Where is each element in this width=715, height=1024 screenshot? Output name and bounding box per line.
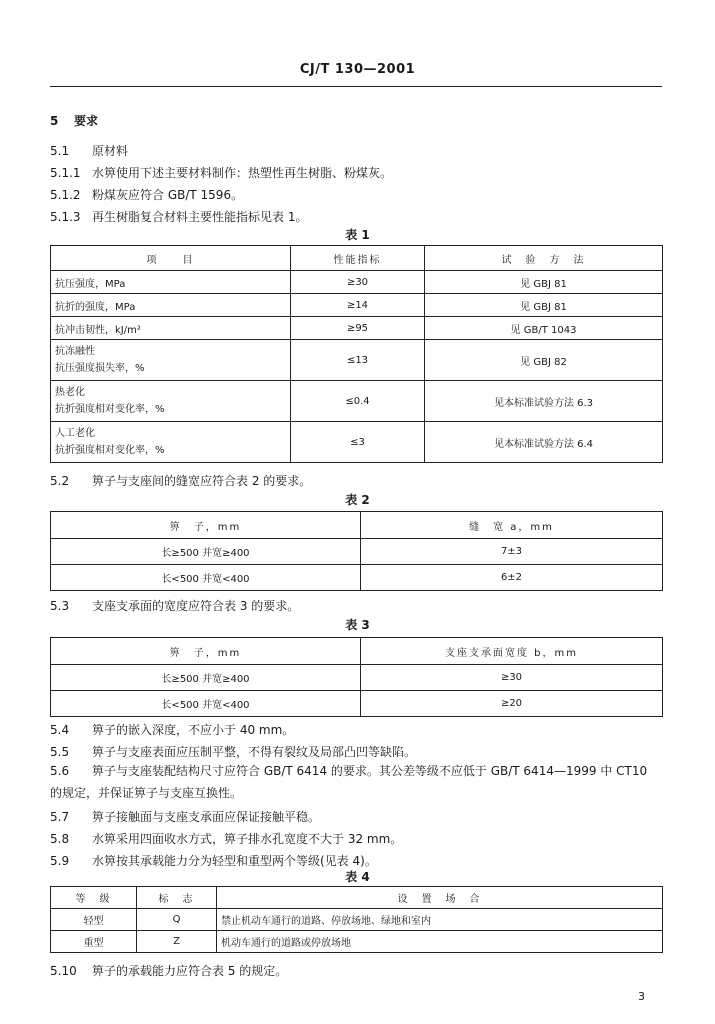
table-cell-size: 长<500 并宽<400: [51, 565, 361, 591]
para-number: 5.6: [50, 764, 70, 778]
table-cell-value: ≥30: [361, 665, 663, 691]
para-text: 再生树脂复合材料主要性能指标见表 1。: [92, 210, 308, 224]
table-cell-grade: 重型: [51, 931, 137, 953]
table-1-header-item: 项 目: [51, 246, 291, 271]
para-number: 5.7: [50, 810, 70, 824]
table-cell-mark: Z: [137, 931, 217, 953]
table-1-header-method: 试 验 方 法: [425, 246, 663, 271]
para-5-1-2: [50, 186, 243, 203]
item-line-1: 抗冻融性: [55, 346, 95, 357]
table-row: [51, 691, 663, 717]
table-1-header-value: 性能指标: [291, 246, 425, 271]
para-5-7: [50, 808, 320, 825]
para-number: 5.5: [50, 745, 70, 759]
table-3: [50, 637, 663, 717]
table-row: [51, 565, 663, 591]
table-cell-value: ≥30: [291, 271, 425, 294]
table-cell-value: ≥14: [291, 294, 425, 317]
table-cell-value: ≤0.4: [291, 381, 425, 422]
para-text: 水箅采用四面收水方式，箅子排水孔宽度不大于 32 mm。: [92, 832, 403, 846]
table-cell-method: 见本标准试验方法 6.3: [425, 381, 663, 422]
table-cell-value: ≥95: [291, 317, 425, 340]
item-line-1: 热老化: [55, 387, 85, 398]
table-cell-value: ≤13: [291, 340, 425, 381]
para-5-1: [50, 142, 128, 159]
table-cell-size: 长≥500 并宽≥400: [51, 539, 361, 565]
table-cell-method: 见 GBJ 82: [425, 340, 663, 381]
para-number: 5.10: [50, 964, 77, 978]
item-line-2: 抗压强度损失率，%: [55, 363, 145, 374]
para-number: 5.4: [50, 723, 70, 737]
table-cell-method: 见 GB/T 1043: [425, 317, 663, 340]
table-cell-value: 7±3: [361, 539, 663, 565]
para-number: 5.3: [50, 599, 70, 613]
table-row: [51, 294, 663, 317]
table-cell-value: ≥20: [361, 691, 663, 717]
item-line-1: 人工老化: [55, 428, 95, 439]
table-4-header-place: 设 置 场 合: [217, 887, 663, 909]
para-text: 水箅使用下述主要材料制作：热塑性再生树脂、粉煤灰。: [92, 166, 393, 180]
table-2: [50, 511, 663, 591]
table-cell-value: 6±2: [361, 565, 663, 591]
section-title: 要求: [74, 114, 99, 128]
table-4: [50, 886, 663, 953]
table-cell-item: [51, 381, 291, 422]
table-cell-item: 抗压强度，MPa: [51, 271, 291, 294]
table-1: [50, 245, 663, 463]
table-cell-item: 抗冲击韧性，kJ/m²: [51, 317, 291, 340]
para-text: 箅子的承载能力应符合表 5 的规定。: [92, 964, 288, 978]
para-text: 箅子的嵌入深度，不应小于 40 mm。: [92, 723, 295, 737]
table-1-caption: 表 1: [345, 228, 370, 242]
table-cell-place: 机动车通行的道路或停放场地: [217, 931, 663, 953]
table-row: [51, 931, 663, 953]
table-3-header-size: 箅 子，mm: [51, 638, 361, 665]
para-5-5: [50, 743, 416, 760]
table-cell-mark: Q: [137, 909, 217, 931]
para-number: 5.1.2: [50, 188, 81, 202]
page-number: 3: [638, 990, 645, 1003]
para-text: 水箅按其承载能力分为轻型和重型两个等级(见表 4)。: [92, 854, 377, 868]
table-row: [51, 340, 663, 381]
para-text: 箅子与支座间的缝宽应符合表 2 的要求。: [92, 474, 312, 488]
para-5-4: [50, 721, 294, 738]
para-5-1-1: [50, 164, 392, 181]
section-number: 5: [50, 114, 59, 128]
section-5-heading: [50, 112, 98, 129]
table-2-header-gap: 缝 宽 a，mm: [361, 512, 663, 539]
table-cell-item: [51, 422, 291, 463]
para-number: 5.8: [50, 832, 70, 846]
para-text: 箅子接触面与支座支承面应保证接触平稳。: [92, 810, 321, 824]
para-number: 5.9: [50, 854, 70, 868]
table-row: [51, 381, 663, 422]
table-4-header-grade: 等 级: [51, 887, 137, 909]
table-cell-place: 禁止机动车通行的道路、停放场地、绿地和室内: [217, 909, 663, 931]
para-5-10: [50, 962, 287, 979]
header-rule: [50, 86, 662, 87]
table-cell-method: 见 GBJ 81: [425, 294, 663, 317]
table-cell-size: 长<500 并宽<400: [51, 691, 361, 717]
table-4-header-mark: 标 志: [137, 887, 217, 909]
para-number: 5.1: [50, 144, 70, 158]
para-5-2: [50, 472, 311, 489]
para-text: 原材料: [92, 144, 129, 158]
table-4-caption: 表 4: [345, 870, 370, 884]
para-text: 粉煤灰应符合 GB/T 1596。: [92, 188, 244, 202]
para-number: 5.1.1: [50, 166, 81, 180]
table-row: [51, 271, 663, 294]
para-text: 箅子与支座表面应压制平整，不得有裂纹及局部凸凹等缺陷。: [92, 745, 417, 759]
table-cell-size: 长≥500 并宽≥400: [51, 665, 361, 691]
table-cell-item: 抗折的强度，MPa: [51, 294, 291, 317]
table-row: [51, 317, 663, 340]
document-header-code: CJ/T 130—2001: [299, 62, 416, 77]
para-number: 5.1.3: [50, 210, 81, 224]
table-cell-method: 见本标准试验方法 6.4: [425, 422, 663, 463]
table-cell-grade: 轻型: [51, 909, 137, 931]
para-number: 5.2: [50, 474, 70, 488]
table-row: [51, 909, 663, 931]
table-2-caption: 表 2: [345, 493, 370, 507]
para-text: 支座支承面的宽度应符合表 3 的要求。: [92, 599, 300, 613]
para-5-1-3: [50, 208, 307, 225]
para-5-3: [50, 597, 299, 614]
para-text: 箅子与支座装配结构尺寸应符合 GB/T 6414 的要求。其公差等级不应低于 GB/T 6414—1999 中 CT10 的规定，并保证箅子与支座互换性。: [50, 764, 648, 800]
table-row: [51, 539, 663, 565]
table-row: [51, 665, 663, 691]
table-3-header-width: 支座支承面宽度 b，mm: [361, 638, 663, 665]
item-line-2: 抗折强度相对变化率，%: [55, 445, 165, 456]
para-5-6: [50, 760, 662, 804]
table-3-caption: 表 3: [345, 618, 370, 632]
table-cell-item: [51, 340, 291, 381]
table-cell-method: 见 GBJ 81: [425, 271, 663, 294]
para-5-9: [50, 852, 377, 869]
table-2-header-size: 箅 子，mm: [51, 512, 361, 539]
item-line-2: 抗折强度相对变化率，%: [55, 404, 165, 415]
table-cell-value: ≤3: [291, 422, 425, 463]
para-5-8: [50, 830, 402, 847]
table-row: [51, 422, 663, 463]
